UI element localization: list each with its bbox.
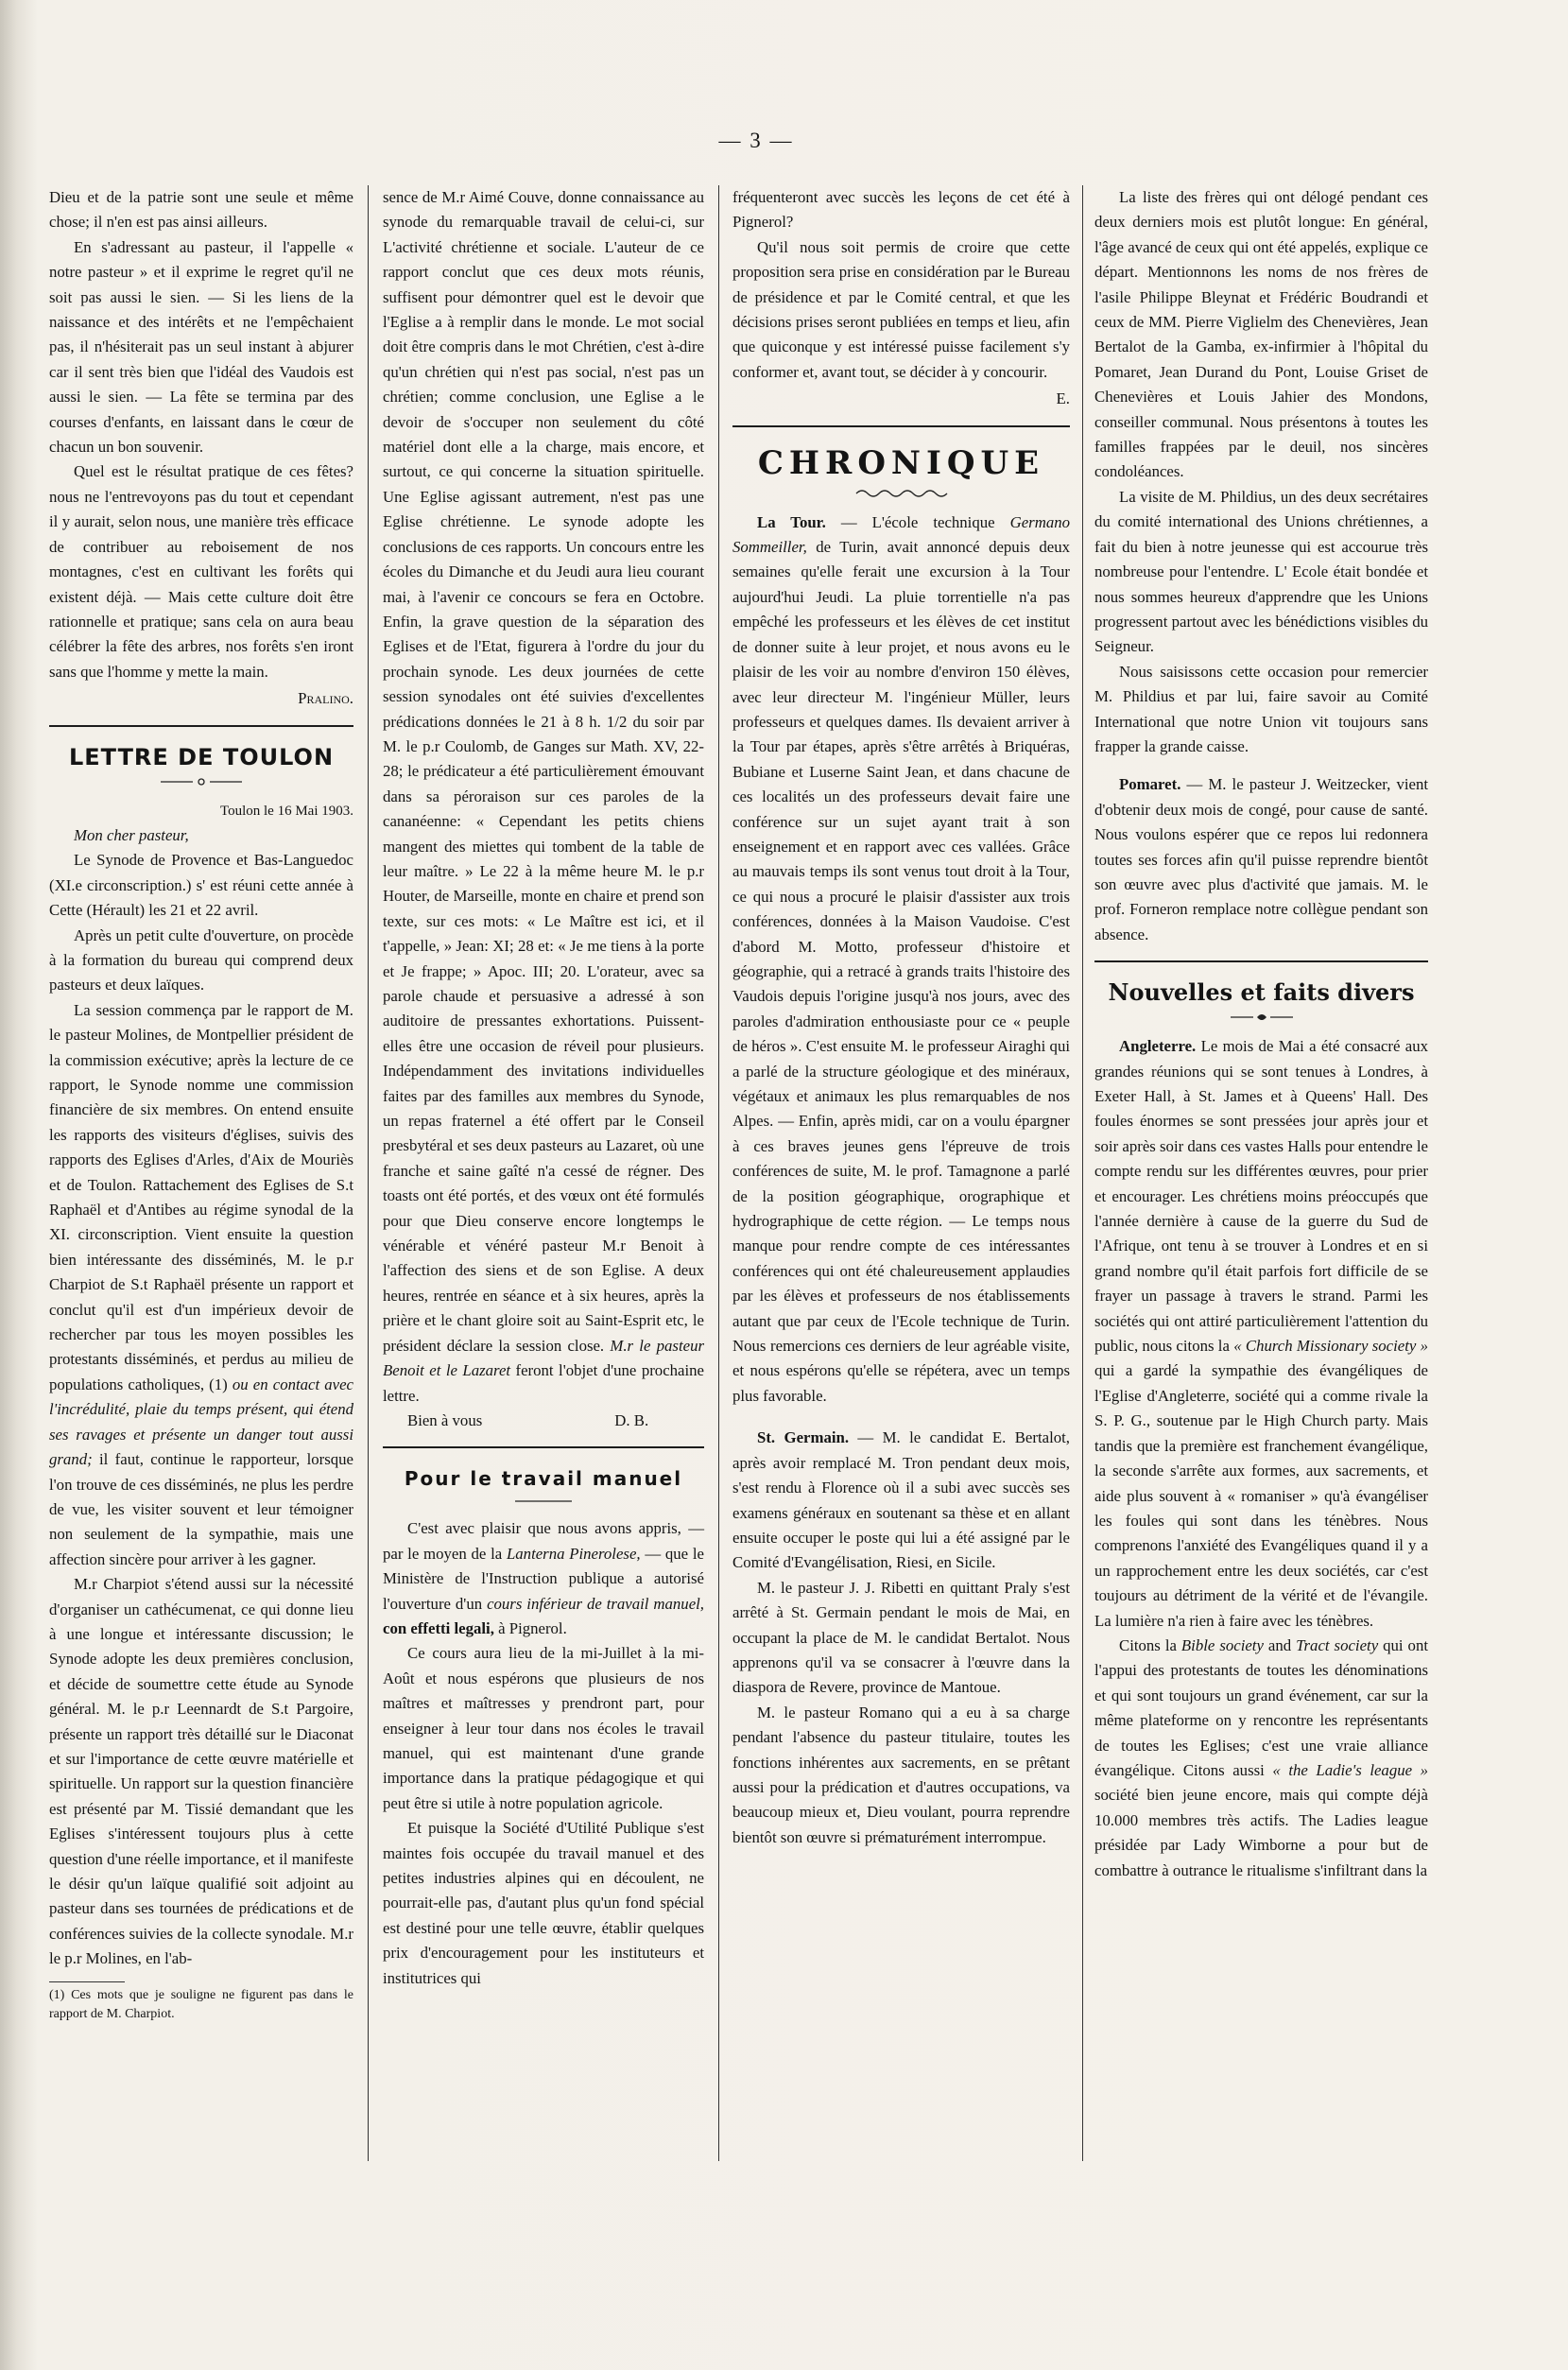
ornament-icon bbox=[515, 1497, 572, 1505]
emphasis: cours inférieur de travail manuel, bbox=[487, 1594, 705, 1613]
paragraph: La liste des frères qui ont délogé pendant ces deux derniers mois est plutôt longue: En général, l'âge avancé de ceux qui ont été appelés, explique ce départ. Mentionnons les noms de nos frères de l'asile Philippe Bleynat et Frédéric Boudrandi et ceux de MM. Pierre Viglielm des Chenevières, Jean Bertalot de la Gamba, ex-infirmier à l'hôpital du Pomaret, Jean Durand du Pont, Louise Griset de Chenevières et Louis Jahier des Mondons, conseiller communal. Nous présentons à toutes les familles frappées par le deuil, nos sincères condoléances. bbox=[1094, 188, 1428, 481]
signature: E. bbox=[1056, 389, 1070, 408]
column-4 bbox=[1094, 185, 1428, 1883]
text-run: de Turin, avait annoncé depuis deux semaines qu'elle ferait une excursion à la Tour aujourd'hui Jeudi. La pluie torrentielle n'a pas empêché les professeurs et les élèves de cet institut de donner suite à leur projet, et nous avons eu le plaisir de les voir au nombre d'environ 150 élèves, avec leur directeur M. l'ingénieur Müller, leurs professeurs et quelques dames. Ils devaient arriver à la Tour par étapes, après s'être arrêtés à Briquéras, Bubiane et Luserne Saint Jean, et dans chacune de ces localités un des professeurs devait faire une conférence sur un sujet ayant trait à son enseignement et en rapport avec ces vallées. Grâce au mauvais temps ils sont venus tout droit à la Tour, ce qui nous a procuré le plaisir d'assister aux trois conférences, données à la Maison Vaudoise. C'est d'abord M. Motto, professeur d'histoire et géographie, qui a retracé à grands traits l'histoire des Vaudois depuis l'origine jusqu'à nos jours, avec des paroles d'admiration enthousiaste pour ce « peuple de héros ». C'est ensuite M. le professeur Airaghi qui a parlé de la structure géologique et des minéraux, végétaux et animaux les plus remarquables de nos Alpes. — Enfin, après midi, car on a voulu épargner à ces braves jeunes gens l'épreuve de trois conférences de suite, M. le prof. Tamagnone a parlé de la position géographique, orographique et hydrographique de cette région. — Le temps nous manque pour rendre compte de ces intéressantes conférences qui ont été chaleureusement applaudies par les élèves et professeurs de nos établissements autant que par ceux de l'Ecole technique de Turin. Nous remercions ces derniers de leur agréable visite, et nous espérons qu'elle se répétera, avec un temps plus favorable. bbox=[732, 538, 1070, 1405]
paragraph bbox=[383, 185, 704, 1409]
emphasis: « Church Missionary society » bbox=[1233, 1337, 1428, 1356]
text-run: and bbox=[1263, 1635, 1297, 1654]
paragraph: Après un petit culte d'ouverture, on procède à la formation du bureau qui comprend deux pasteurs et deux laïques. bbox=[49, 926, 353, 995]
ornament-icon bbox=[854, 488, 949, 499]
paragraph bbox=[1094, 1034, 1428, 1634]
section-heading: CHRONIQUE bbox=[757, 443, 1045, 482]
lead-in: St. Germain. bbox=[757, 1428, 850, 1447]
paragraph: M. le pasteur J. J. Ribetti en quittant Praly s'est arrêté à St. Germain pendant le mois de Mai, en occupant la place de M. le candidat Bertalot. Nous apprenons qu'il va se consacrer à l'œuvre dans la diaspora de Revere, province de Mantoue. bbox=[732, 1578, 1070, 1697]
emphasis: « the Ladie's league » bbox=[1272, 1760, 1429, 1779]
dateline: Toulon le 16 Mai 1903. bbox=[219, 803, 353, 819]
text-run: La session commença par le rapport de M. le pasteur Molines, de Montpellier président de la commission exécutive; après la lecture de ce rapport, le Synode nomme une commission financière de six membres. On entend ensuite les rapports des visiteurs d'églises, suivis des rapports des Eglises d'Arles, d'Aix de Mouriès et de Toulon. Rattachement des Eglises de S.t Raphaël et d'Antibes au régime synodal de la XI. circonscription. Vient ensuite la question bien intéressante des disséminés, M. le p.r Charpiot de S.t Raphaël présente un rapport et conclut qu'il est d'un impérieux devoir de rechercher par tous les moyen possibles les protestants disséminés, et perdus au milieu de populations catholiques, (1) bbox=[49, 1000, 353, 1393]
lead-in: Angleterre. bbox=[1119, 1037, 1197, 1056]
emphasis: Lanterna Pinerolese, bbox=[506, 1544, 641, 1563]
paragraph bbox=[383, 1516, 704, 1641]
text-run: C'est avec plaisir que nous avons appris, — par le moyen de la bbox=[383, 1519, 704, 1563]
emphasis: Germano Sommeiller, bbox=[732, 512, 1070, 557]
footnote-text: (1) Ces mots que je souligne ne figurent pas dans le rapport de M. Charpiot. bbox=[49, 1987, 353, 2021]
section-heading: LETTRE DE TOULON bbox=[68, 743, 335, 770]
footnote-rule bbox=[49, 1981, 125, 1982]
emphasis: Bible society bbox=[1180, 1635, 1264, 1654]
section-divider bbox=[49, 725, 353, 727]
section-divider bbox=[1094, 960, 1428, 962]
text-run: qui ont l'appui des protestants de toutes les dénominations et qui sont toujours un grand événement, car sur la même plateforme on y rencontre les représentants de toutes les Eglises; c'est une vraie alliance évangélique. Citons aussi bbox=[1094, 1635, 1428, 1779]
emphasis: ou en contact avec l'incrédulité, plaie du temps présent, qui étend ses ravages et présente un danger tout aussi grand; bbox=[49, 1375, 353, 1469]
emphasis: Tract society bbox=[1296, 1635, 1379, 1654]
paragraph: Quel est le résultat pratique de ces fêtes? nous ne l'entrevoyons pas du tout et cependant il y aurait, selon nous, une manière très efficace de contribuer au reboisement de nos montagnes, c'est en cultivant les forêts qui existent déjà. — Mais cette culture doit être rationnelle et pratique; sans cela on aura beau célébrer la fête des arbres, nos forêts s'en iront sans que l'homme y mette la main. bbox=[49, 462, 353, 681]
text-run: sence de M.r Aimé Couve, donne connaissance au synode du remarquable travail de celui-ci, sur L'activité chrétienne et sociale. L'auteur de ce rapport conclut que ces deux mots réunis, suffisent pour démontrer quel est le devoir que l'Eglise a à remplir dans le monde. Le mot social doit être compris dans le mot Chrétien, c'est à-dire qu'un chrétien qui n'est pas social, n'est pas un chrétien; comme conclusion, une Eglise a le devoir de s'occuper non seulement du côté matériel dont elle a la charge, mais encore, et surtout, ce qui concerne la situation spirituelle. Une Eglise agissant autrement, n'est pas une Eglise chrétienne. Le synode adopte les conclusions de ces rapports. Un concours entre les écoles du Dimanche et du Jeudi aura lieu courant mai, à l'avenir ce concours se fera en Octobre. Enfin, la grave question de la séparation des Eglises et de l'Etat, figurera à l'ordre du jour du prochain synode. Les deux journées de cette session synodales ont été suivies d'excellentes prédications données le 21 à 8 h. 1/2 du soir par M. le p.r Coulomb, de Ganges sur Math. XV, 22-28; le prédicateur a été particulièrement émouvant dans sa péroraison sur ces paroles de la cananéenne: « Cependant les petits chiens mangent des miettes qui tombent de la table de leur maître. » Le 22 à la même heure M. le p.r Houter, de Marseille, monte en chaire et prend son texte, sur ces mots: « Le Maître est ici, et il t'appelle, » Jean: XI; 28 et: « Je me tiens à la porte et Je frappe; » Apoc. III; 20. L'orateur, avec sa parole chaude et persuasive a adressé à son auditoire de pressantes exhortations. Puissent-elles être une occasion de réveil pour plusieurs. Indépendamment des invitations individuelles faites par des familles aux membres du Synode, un repas fraternel a été offert par le Conseil presbytéral et ses deux pasteurs au Lazaret, où une franche et saine gaîté n'a cessé de régner. Des toasts ont été portés, et des vœux ont été formulés pour que Dieu conserve encore longtemps le vénérable et vénéré pasteur M.r Benoit à l'affection des siens et de son Eglise. A deux heures, rentrée en séance et à six heures, après la prière et le chant gloire soit au Saint-Esprit etc, le président déclare la session close. bbox=[383, 188, 704, 1355]
paragraph: fréquenteront avec succès les leçons de cet été à Pignerol? bbox=[732, 188, 1070, 232]
column-2 bbox=[383, 185, 704, 1991]
text-run: qui a gardé la sympathie des évangéliques de l'Eglise d'Angleterre, société qui a comme rivale la S. P. G., soutenue par le High Church party. Mais tandis que la première est franchement évangélique, la seconde s'arrête aux formes, aux sacrements, et aide plus souvent à « romaniser » qu'à évangéliser les foules qui sont dans les ténèbres. Nous comprenons l'anxiété des Evangéliques quand il y a un rapprochement entre les deux sociétés, car c'est toujours au détriment de la vérité et de l'évangile. La lumière n'a rien à faire avec les ténèbres. bbox=[1094, 1361, 1428, 1630]
paragraph: Qu'il nous soit permis de croire que cette proposition sera prise en considération par le Bureau de présidence et par le Comité central, et que les décisions prises seront publiées en temps et lieu, afin que quiconque y est intéressé puisse facilement s'y conformer et, avant tout, se décider à y concourir. bbox=[732, 237, 1070, 381]
signature: Pralino. bbox=[298, 689, 353, 708]
text-run: Citons la bbox=[1119, 1635, 1181, 1654]
text-run: — M. le candidat E. Bertalot, après avoir remplacé M. Tron pendant deux mois, s'est rendu à Florence où il a subi avec succès ses examens généraux en soutenant sa thèse et en allant ensuite occuper le poste qui lui a été assigné par le Comité d'Evangélisation, Riesi, en Sicile. bbox=[732, 1428, 1070, 1572]
column-rule bbox=[1082, 185, 1083, 2161]
page-number: — 3 — bbox=[718, 129, 794, 152]
paragraph bbox=[1094, 1634, 1428, 1883]
text-run: feront l'objet d'une prochaine lettre. bbox=[383, 1361, 704, 1405]
paragraph: Nous saisissons cette occasion pour remercier M. Phildius et par lui, faire savoir au Comité International que notre Union vit toujours sans frapper la grande caisse. bbox=[1094, 662, 1428, 755]
salutation: Mon cher pasteur, bbox=[74, 825, 189, 844]
paragraph: Et puisque la Société d'Utilité Publique s'est maintes fois occupée du travail manuel et des petites industries alpines qui en découlent, ne pourrait-elle pas, d'autant plus qu'un fond spécial est destiné pour une telle œuvre, établir quelques prix d'encouragement pour les instituteurs et institutrices qui bbox=[383, 1819, 704, 1987]
text-run: société bien jeune encore, mais qui compte déjà 10.000 membres très actifs. The Ladies league présidée par Lady Wimborne a pour but de combattre à outrance le ritualisme s'infiltrant dans la bbox=[1094, 1786, 1428, 1879]
bold-text: con effetti legali, bbox=[383, 1618, 494, 1637]
lead-in: La Tour. bbox=[757, 512, 826, 531]
section-heading: Nouvelles et faits divers bbox=[1108, 978, 1415, 1007]
paragraph bbox=[1094, 772, 1428, 947]
paragraph: M.r Charpiot s'étend aussi sur la nécessité d'organiser un cathécumenat, ce qui donne lieu à une longue et intéressante discussion; le Synode adopte les deux premières conclusion, et décide de soumettre cette étude au Synode général. M. le p.r Leennardt de S.t Pargoire, présente un rapport très détaillé sur le Diaconat et sur l'importance de cette œuvre matérielle et spirituelle. Un rapport sur la question financière est présenté par M. Tissié demandant que les Eglises s'intéressent toujours plus à cette question d'une réelle importance, et il manifeste le désir qu'un laïque qualifié soit adjoint au pasteur dans ses tournées de prédications et de conférences suivies de la collecte synodale. M.r le p.r Molines, en l'ab- bbox=[49, 1575, 354, 1968]
emphasis: M.r le pasteur Benoit et le Lazaret bbox=[383, 1336, 704, 1380]
ornament-icon bbox=[159, 776, 244, 787]
paragraph bbox=[732, 510, 1070, 1410]
text-run: à Pignerol. bbox=[493, 1618, 567, 1637]
section-heading: Pour le travail manuel bbox=[404, 1467, 683, 1491]
closing-line bbox=[383, 1409, 704, 1433]
column-rule bbox=[718, 185, 719, 2161]
paragraph: M. le pasteur Romano qui a eu à sa charge pendant l'absence du pasteur titulaire, toutes les fonctions inhérentes aux sacrements, en se prêtant aussi pour la prédication et d'autres occupations, va beaucoup mieux et, Dieu voulant, pourra reprendre bientôt son œuvre si prématurément interrompue. bbox=[732, 1703, 1070, 1846]
section-divider bbox=[383, 1446, 704, 1448]
paragraph bbox=[49, 998, 353, 1572]
text-run: il faut, continue le rapporteur, lorsque l'on trouve de ces disséminés, ne plus les perdre de vue, les visiter souvent et leur témoigner non seulement de la sympathie, mais une affection sincère pour arriver à les gagner. bbox=[49, 1450, 353, 1568]
paragraph: La visite de M. Phildius, un des deux secrétaires du comité international des Unions chrétiennes, a fait du bien à notre jeunesse qui est accourue très nombreuse pour l'entendre. L' Ecole était bondée et nous sommes heureux d'apprendre que les Unions progressent partout avec les bénédictions visibles du Seigneur. bbox=[1094, 487, 1428, 656]
footnote bbox=[49, 1981, 353, 2024]
column-1 bbox=[49, 185, 353, 2024]
text-run: — M. le pasteur J. Weitzecker, vient d'obtenir deux mois de congé, pour cause de santé. Nous voulons espérer que ce repos lui redonnera toutes ses forces afin qu'il puisse reprendre bientôt son œuvre avec plus d'activité que jamais. M. le prof. Forneron remplace notre collègue pendant son absence. bbox=[1094, 775, 1428, 943]
paragraph: En s'adressant au pasteur, il l'appelle « notre pasteur » et il exprime le regret qu'il ne soit pas aussi le sien. — Si les liens de la naissance et des intérêts et ne l'empêchaient pas, il n'hésiterait pas un seul instant à abjurer car il sent très bien que l'idéal des Vaudois est aussi le sien. — La fête se termina par des courses d'enfants, en laissant dans le cœur de chacun un bon souvenir. bbox=[49, 237, 353, 457]
text-run: — que le Ministère de l'Instruction publique a autorisé l'ouverture d'un bbox=[383, 1544, 704, 1613]
column-rule bbox=[368, 185, 369, 2161]
ornament-icon bbox=[1229, 1012, 1295, 1023]
paragraph: Dieu et de la patrie sont une seule et même chose; il n'en est pas ainsi ailleurs. bbox=[49, 188, 353, 232]
paragraph: Ce cours aura lieu de la mi-Juillet à la mi-Août et nous espérons que plusieurs de nos maîtres et maîtresses y prendront part, pour enseigner à leur tour dans nos écoles le travail manuel, qui est maintenant d'une grande importance dans la pratique pédagogique et qui peut être si utile à notre population agricole. bbox=[383, 1644, 704, 1812]
text-run: Le mois de Mai a été consacré aux grandes réunions qui se sont tenues à Londres, à Exeter Hall, à St. James et à Queens' Hall. Des foules énormes se sont pressées jour après jour et soir après soir dans ces vastes Halls pour entendre le compte rendu sur les différentes œuvres, pour prier et encourager. Les chrétiens moins préoccupés que l'année dernière à cause de la guerre du Sud de l'Afrique, ont tenu à se trouver à Londres et en si grand nombre qu'il était parfois fort difficile de se frayer un passage à travers le strand. Parmi les sociétés qui ont attiré particulièrement l'attention du public, nous citons la bbox=[1094, 1037, 1428, 1356]
column-3 bbox=[732, 185, 1070, 1850]
lead-in: Pomaret. bbox=[1119, 775, 1181, 794]
paragraph: Le Synode de Provence et Bas-Languedoc (XI.e circonscription.) s' est réuni cette année à Cette (Hérault) les 21 et 22 avril. bbox=[49, 851, 353, 920]
text-run: — L'école technique bbox=[825, 512, 1010, 531]
closing: Bien à vous bbox=[407, 1410, 483, 1429]
closing-signature: D. B. bbox=[614, 1410, 649, 1429]
section-divider bbox=[732, 425, 1070, 427]
paragraph bbox=[732, 1426, 1070, 1575]
